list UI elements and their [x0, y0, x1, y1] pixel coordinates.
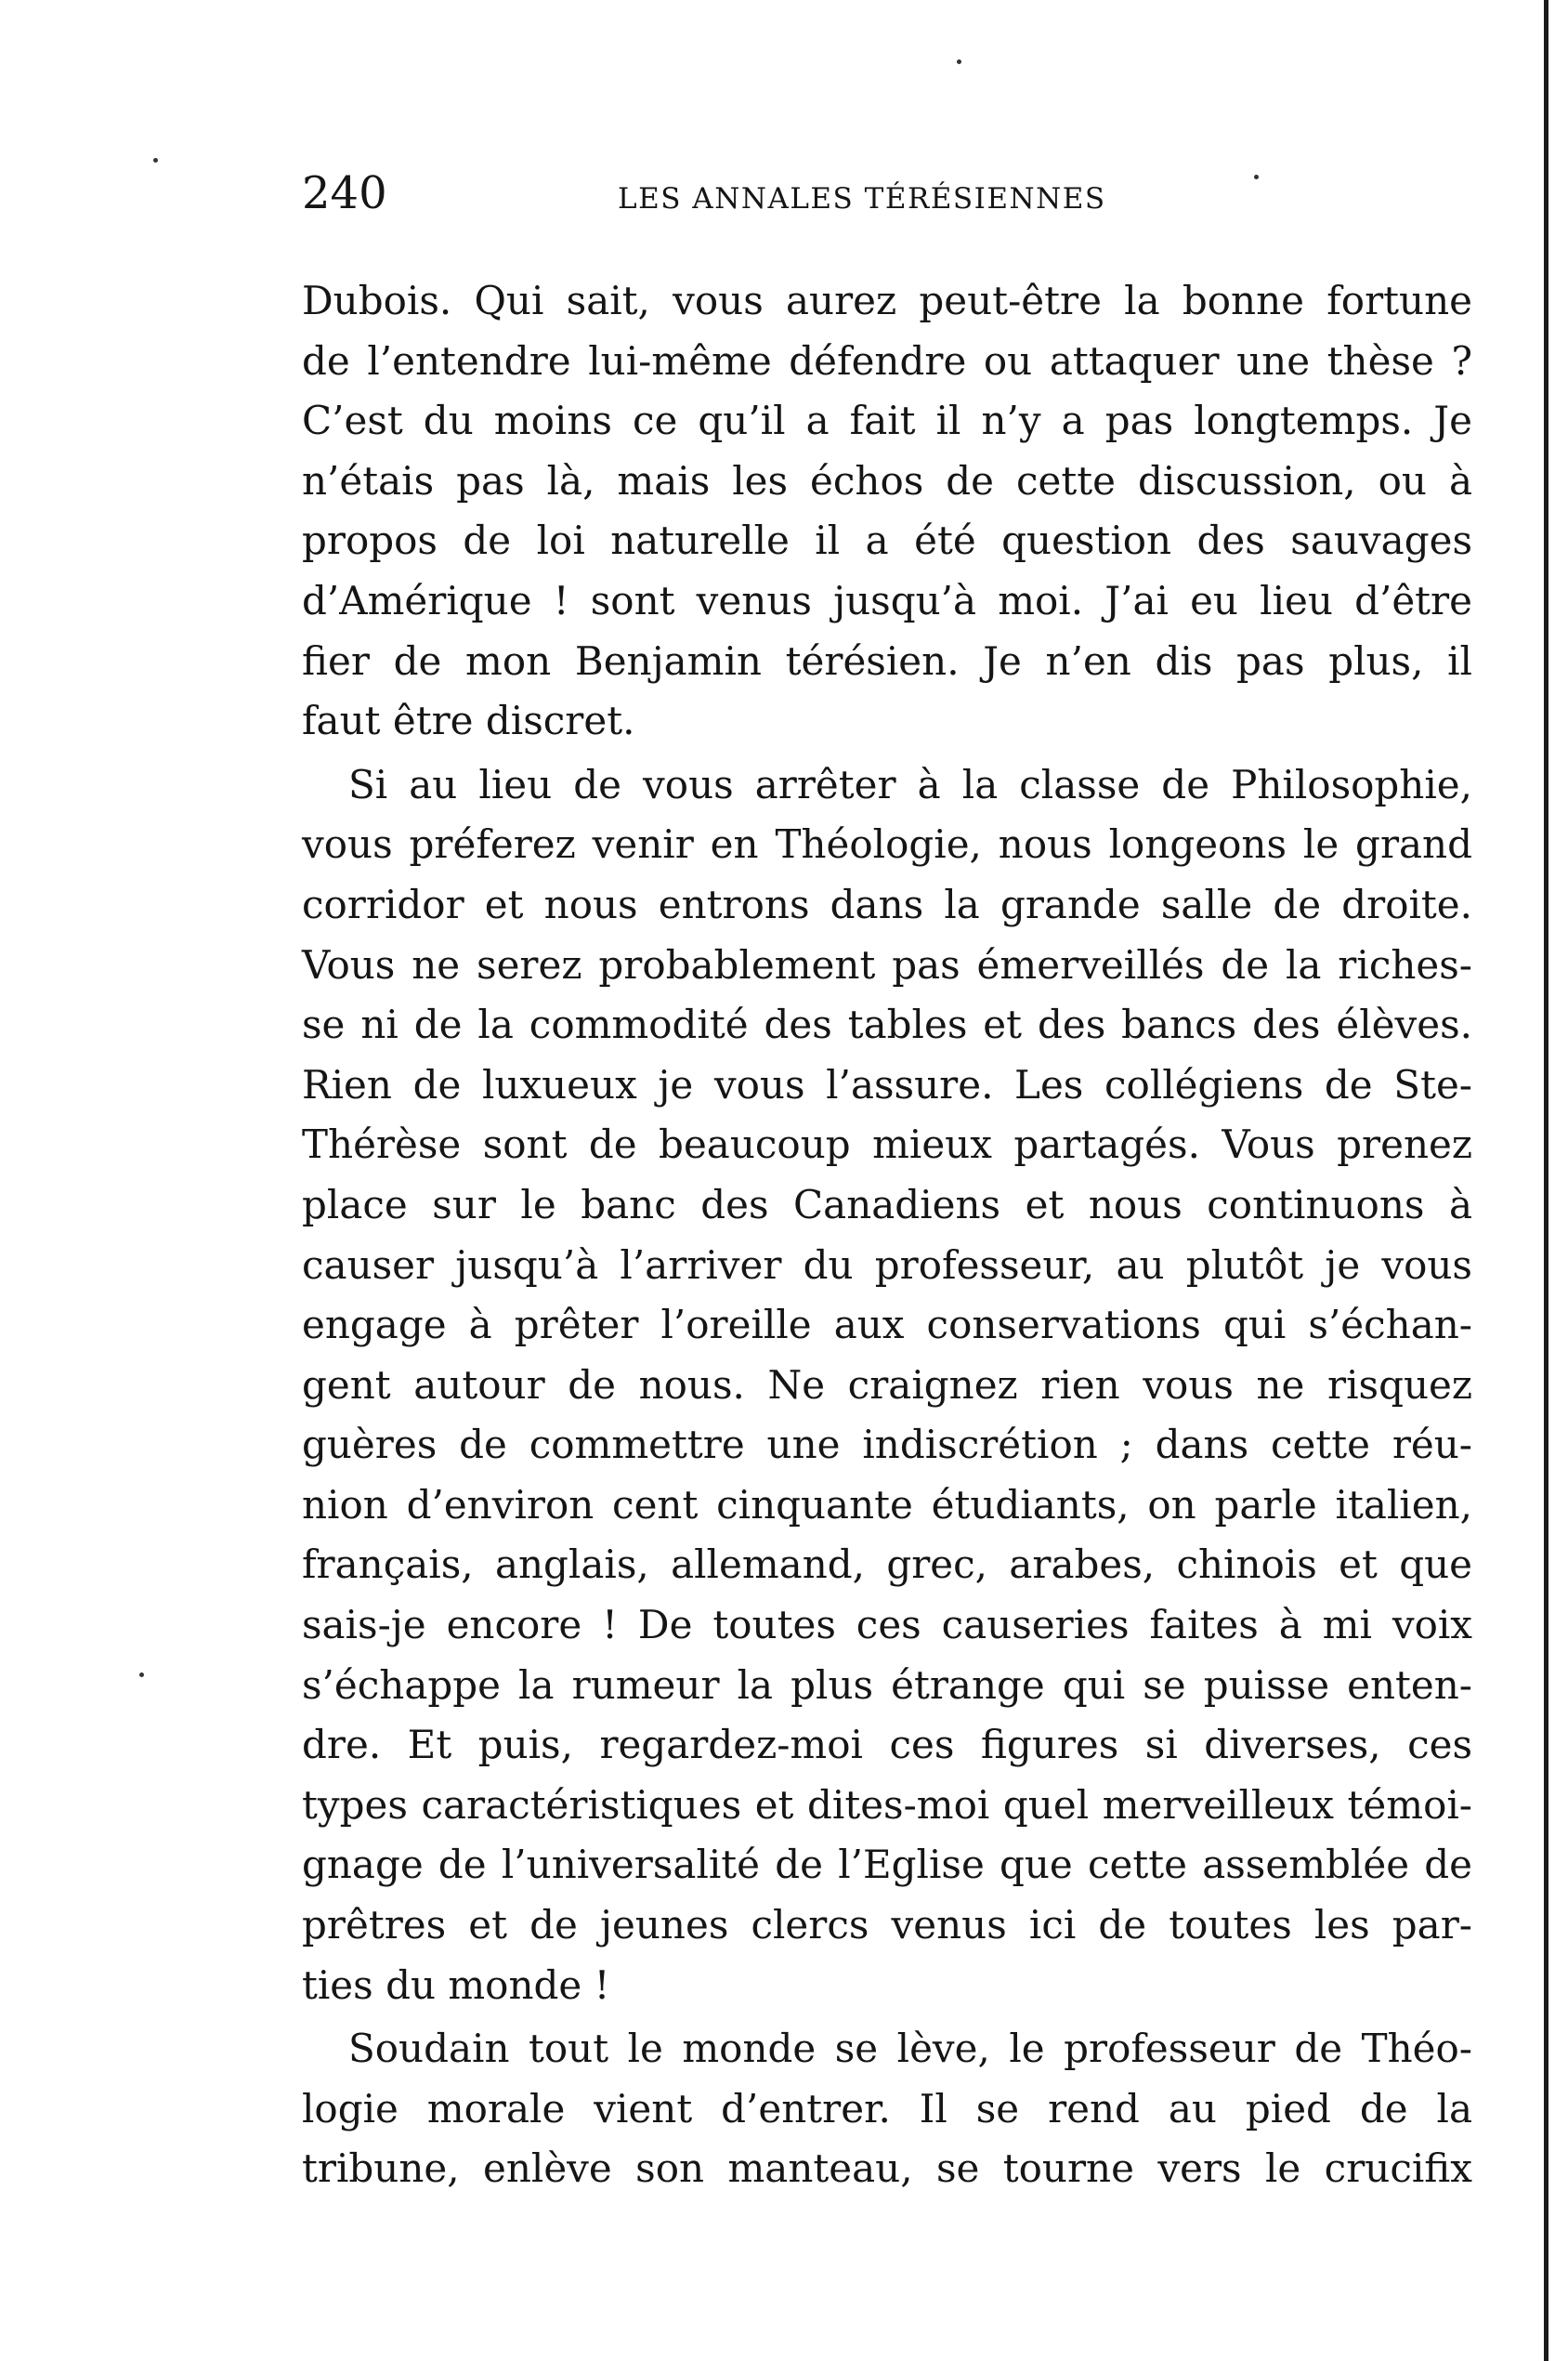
text-line: ties du monde !	[302, 1961, 610, 2008]
text-line: français, anglais, allemand, grec, arabes, chinois et que	[302, 1541, 1472, 1588]
text-line: place sur le banc des Canadiens et nous continuons à	[302, 1181, 1472, 1227]
text-line: sais-je encore ! De toutes ces causeries faites à mi voix	[302, 1602, 1472, 1648]
body-text	[302, 271, 1472, 2199]
text-line: engage à prêter l’oreille aux conservations qui s’échan-	[302, 1302, 1472, 1348]
print-speck	[139, 1672, 144, 1677]
text-line: n’étais pas là, mais les échos de cette discussion, ou à	[302, 457, 1472, 504]
print-speck	[153, 158, 158, 163]
paragraph	[302, 755, 1472, 2015]
text-line: Thérèse sont de beaucoup mieux partagés. Vous prenez	[302, 1121, 1472, 1168]
text-line: se ni de la commodité des tables et des bancs des élèves.	[302, 1002, 1472, 1048]
text-line: prêtres et de jeunes clercs venus ici de toutes les par-	[302, 1902, 1472, 1948]
text-line: C’est du moins ce qu’il a fait il n’y a pas longtemps. Je	[302, 398, 1472, 444]
text-line: gnage de l’universalité de l’Eglise que cette assemblée de	[302, 1842, 1472, 1888]
text-line: Soudain tout le monde se lève, le professeur de Théo-	[348, 2026, 1472, 2072]
text-line: Rien de luxueux je vous l’assure. Les collégiens de Ste-	[302, 1061, 1472, 1108]
text-line: tribune, enlève son manteau, se tourne vers le crucifix	[302, 2145, 1472, 2192]
text-line: dre. Et puis, regardez-moi ces figures si diverses, ces	[302, 1722, 1472, 1768]
text-line: Vous ne serez probablement pas émerveillés de la riches-	[302, 941, 1472, 988]
page-number: 240	[302, 167, 387, 219]
text-line: de l’entendre lui-même défendre ou attaquer une thèse ?	[302, 337, 1472, 384]
text-line: guères de commettre une indiscrétion ; dans cette réu-	[302, 1422, 1472, 1468]
text-line: nion d’environ cent cinquante étudiants, on parle italien,	[302, 1481, 1472, 1528]
text-line: vous préferez venir en Théologie, nous longeons le grand	[302, 821, 1472, 868]
text-line: causer jusqu’à l’arriver du professeur, au plutôt je vous	[302, 1241, 1472, 1288]
paragraph	[302, 271, 1472, 752]
text-line: fier de mon Benjamin térésien. Je n’en dis pas plus, il	[302, 637, 1472, 684]
text-line: types caractéristiques et dites-moi quel merveilleux témoi-	[302, 1781, 1472, 1828]
text-line: Si au lieu de vous arrêter à la classe de Philosophie,	[348, 761, 1472, 807]
text-line: propos de loi naturelle il a été question des sauvages	[302, 518, 1472, 564]
text-line: s’échappe la rumeur la plus étrange qui se puisse enten-	[302, 1661, 1472, 1708]
page-edge-rule	[1544, 0, 1548, 2361]
text-line: gent autour de nous. Ne craignez rien vous ne risquez	[302, 1361, 1472, 1408]
running-head	[302, 165, 1472, 230]
text-line: Dubois. Qui sait, vous aurez peut-être la bonne fortune	[302, 278, 1472, 323]
text-line: corridor et nous entrons dans la grande salle de droite.	[302, 881, 1472, 927]
text-line: logie morale vient d’entrer. Il se rend au pied de la	[302, 2085, 1472, 2131]
text-line: d’Amérique ! sont venus jusqu’à moi. J’ai eu lieu d’être	[302, 577, 1472, 623]
running-title: LES ANNALES TÉRÉSIENNES	[618, 182, 1106, 216]
print-speck	[957, 59, 961, 64]
paragraph	[302, 2019, 1472, 2199]
text-line: faut être discret.	[302, 698, 635, 744]
